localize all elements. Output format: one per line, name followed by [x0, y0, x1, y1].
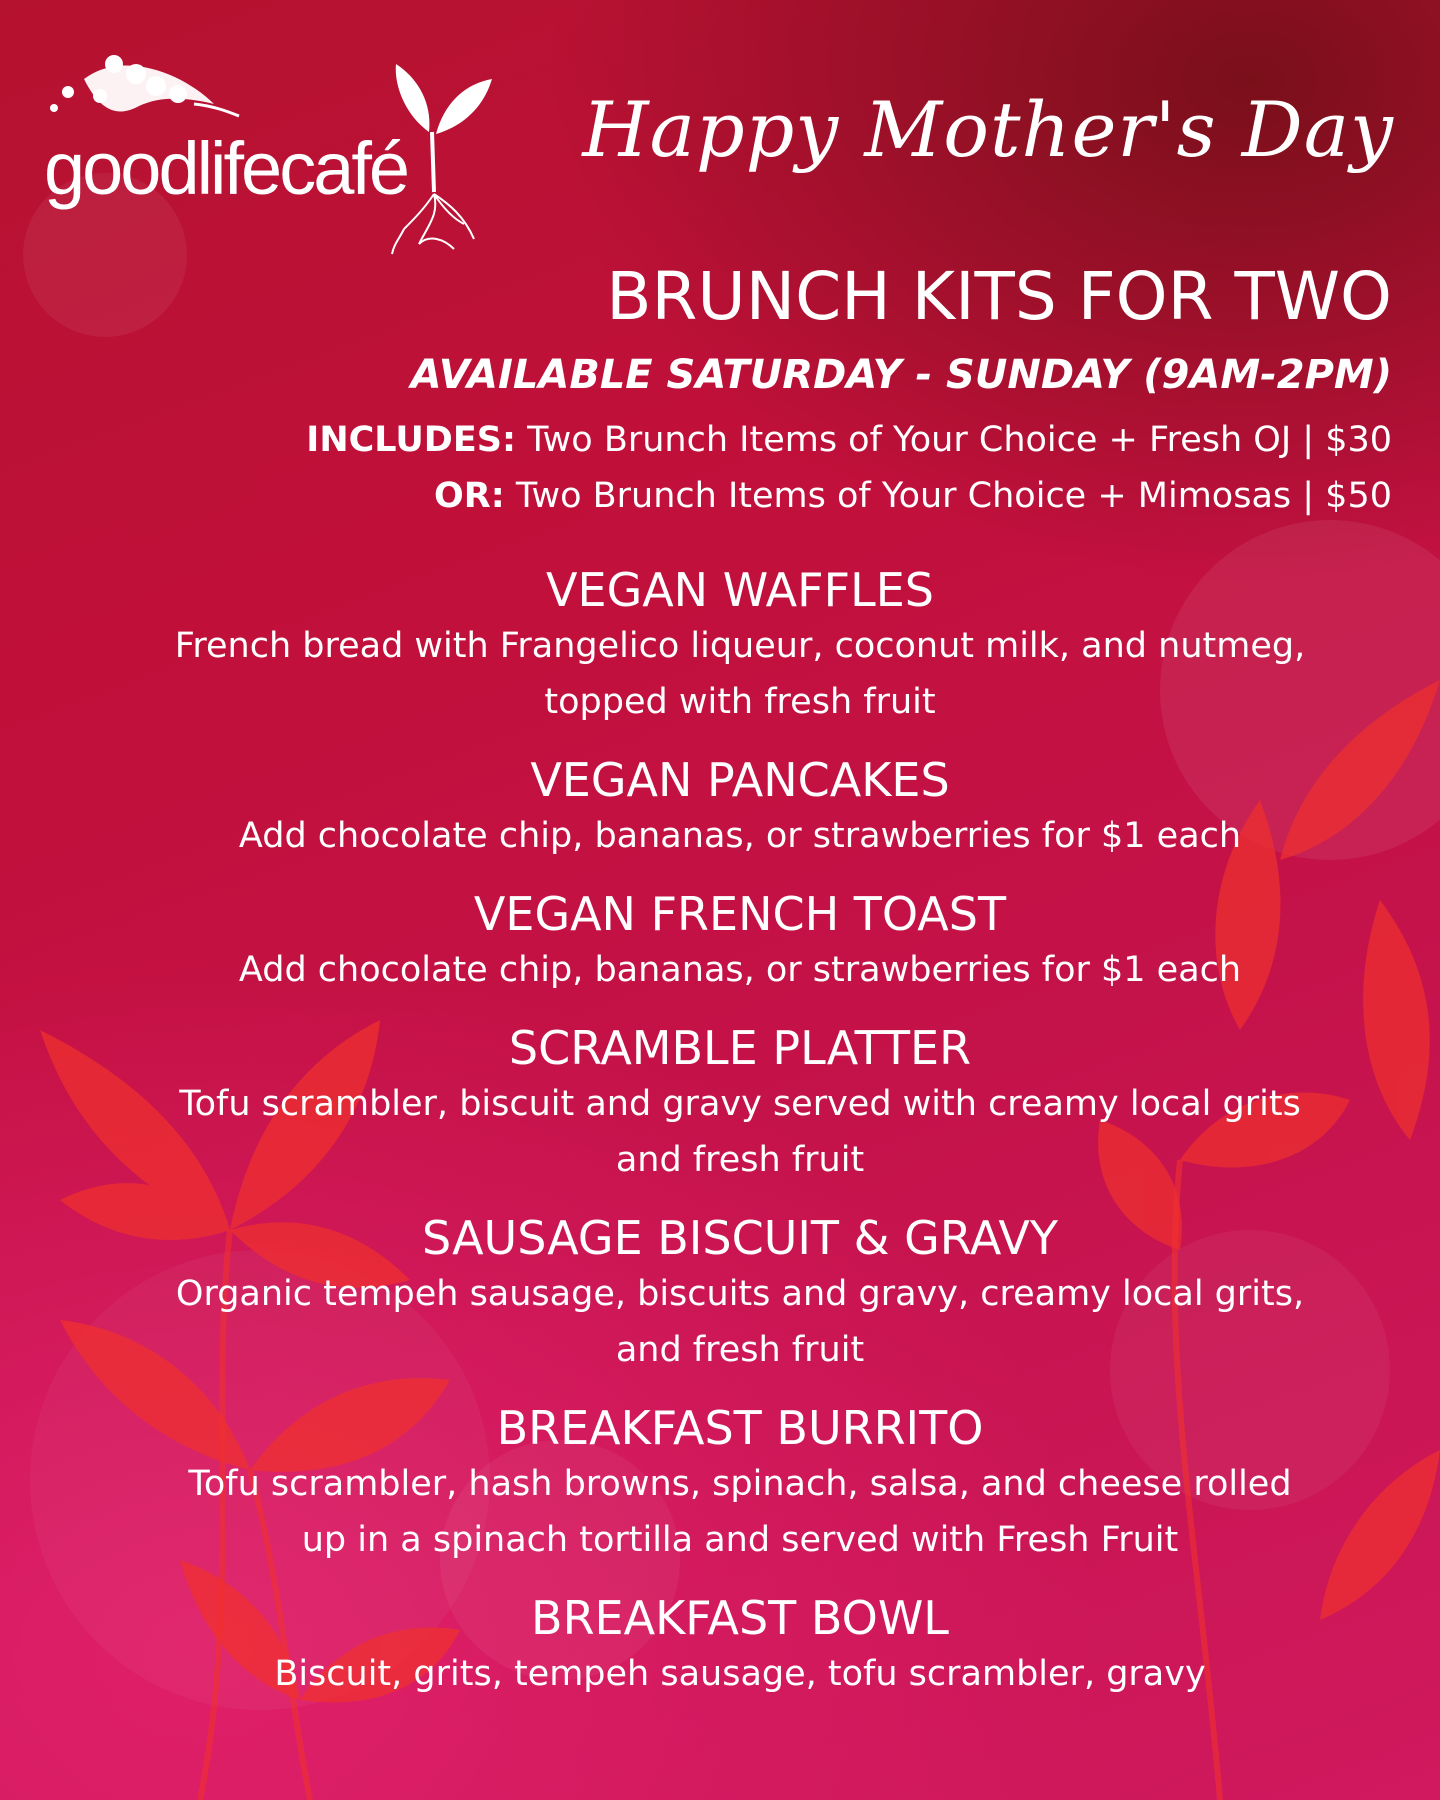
- menu-item-description: Tofu scrambler, hash browns, spinach, salsa, and cheese rolled up in a spinach tortilla and served with Fresh Fruit: [188, 1464, 1292, 1560]
- includes-price-line: [306, 420, 1392, 460]
- menu-item: [100, 1210, 1380, 1378]
- menu-item-name: BREAKFAST BURRITO: [496, 1401, 984, 1455]
- menu-item-name: SAUSAGE BISCUIT & GRAVY: [422, 1211, 1058, 1265]
- menu-item-description: Tofu scrambler, biscuit and gravy served with creamy local grits and fresh fruit: [179, 1084, 1301, 1180]
- menu-item-description: French bread with Frangelico liqueur, coconut milk, and nutmeg, topped with fresh fruit: [174, 626, 1306, 722]
- menu-item: [100, 1400, 1380, 1568]
- logo-wordmark: goodlifecafé: [44, 127, 408, 210]
- menu-item-name: BREAKFAST BOWL: [531, 1591, 949, 1645]
- menu-item-name: VEGAN WAFFLES: [546, 563, 934, 617]
- availability-line: AVAILABLE SATURDAY - SUNDAY (9AM-2PM): [410, 352, 1392, 398]
- menu-item: [100, 562, 1380, 730]
- or-text: Two Brunch Items of Your Choice + Mimosas | $50: [504, 476, 1392, 516]
- or-label: OR:: [434, 476, 505, 516]
- menu-item-name: SCRAMBLE PLATTER: [508, 1021, 972, 1075]
- menu-item: [100, 886, 1380, 998]
- brand-logo: [44, 44, 534, 264]
- menu-item: [100, 1020, 1380, 1188]
- or-price-line: [434, 476, 1392, 516]
- includes-label: INCLUDES:: [306, 420, 516, 460]
- menu-list: [100, 562, 1380, 1724]
- menu-item-name: VEGAN PANCAKES: [530, 753, 950, 807]
- menu-item-description: Add chocolate chip, bananas, or strawberries for $1 each: [238, 816, 1242, 856]
- includes-text: Two Brunch Items of Your Choice + Fresh OJ | $30: [515, 420, 1392, 460]
- menu-item-description: Organic tempeh sausage, biscuits and gravy, creamy local grits, and fresh fruit: [175, 1274, 1305, 1370]
- menu-item-name: VEGAN FRENCH TOAST: [473, 887, 1007, 941]
- mothers-day-script-title: Happy Mother's Day: [582, 85, 1394, 174]
- page-title: BRUNCH KITS FOR TWO: [606, 258, 1392, 335]
- menu-item: [100, 752, 1380, 864]
- menu-item-description: Add chocolate chip, bananas, or strawberries for $1 each: [238, 950, 1242, 990]
- menu-item-description: Biscuit, grits, tempeh sausage, tofu scrambler, gravy: [274, 1654, 1206, 1694]
- menu-item: [100, 1590, 1380, 1702]
